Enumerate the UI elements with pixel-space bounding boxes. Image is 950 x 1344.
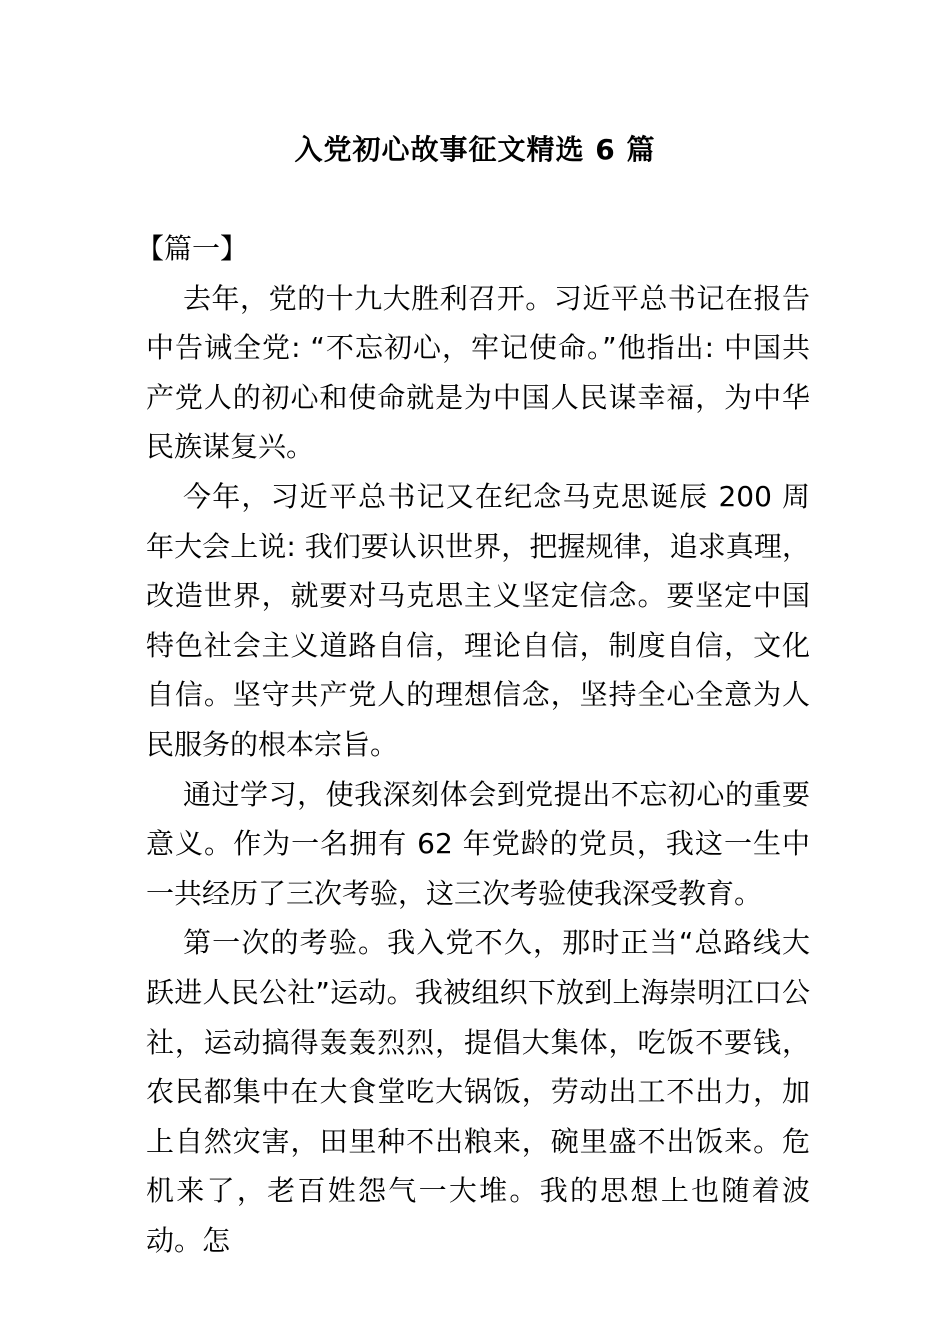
document-title: 入党初心故事征文精选 6 篇 bbox=[294, 133, 656, 166]
paragraph: 今年，习近平总书记又在纪念马克思诞辰 200 周年大会上说: 我们要认识世界，把握规律，追求真理，改造世界，就要对马克思主义坚定信念。要坚定中国特色社会主义道路自信，理论自信，制度自信，文化自信。坚守共产党人的理想信念，坚持全心全意为人民服务的根本宗旨。 bbox=[146, 479, 810, 761]
paragraph: 通过学习，使我深刻体会到党提出不忘初心的重要意义。作为一名拥有 62 年党龄的党员，我这一生中一共经历了三次考验，这三次考验使我深受教育。 bbox=[146, 777, 810, 910]
paragraph: 去年，党的十九大胜利召开。习近平总书记在报告中告诫全党: “不忘初心，牢记使命。”他指出: 中国共产党人的初心和使命就是为中国人民谋幸福，为中华民族谋复兴。 bbox=[146, 281, 810, 464]
section-label: 【篇一】 bbox=[136, 232, 249, 265]
document-body bbox=[136, 224, 810, 1265]
paragraph: 第一次的考验。我入党不久，那时正当“总路线大跃进人民公社”运动。我被组织下放到上海崇明江口公社，运动搞得轰轰烈烈，提倡大集体，吃饭不要钱，农民都集中在大食堂吃大锅饭，劳动出工不出力，加上自然灾害，田里种不出粮来，碗里盛不出饭来。危机来了，老百姓怨气一大堆。我的思想上也随着波动。怎 bbox=[146, 926, 810, 1257]
